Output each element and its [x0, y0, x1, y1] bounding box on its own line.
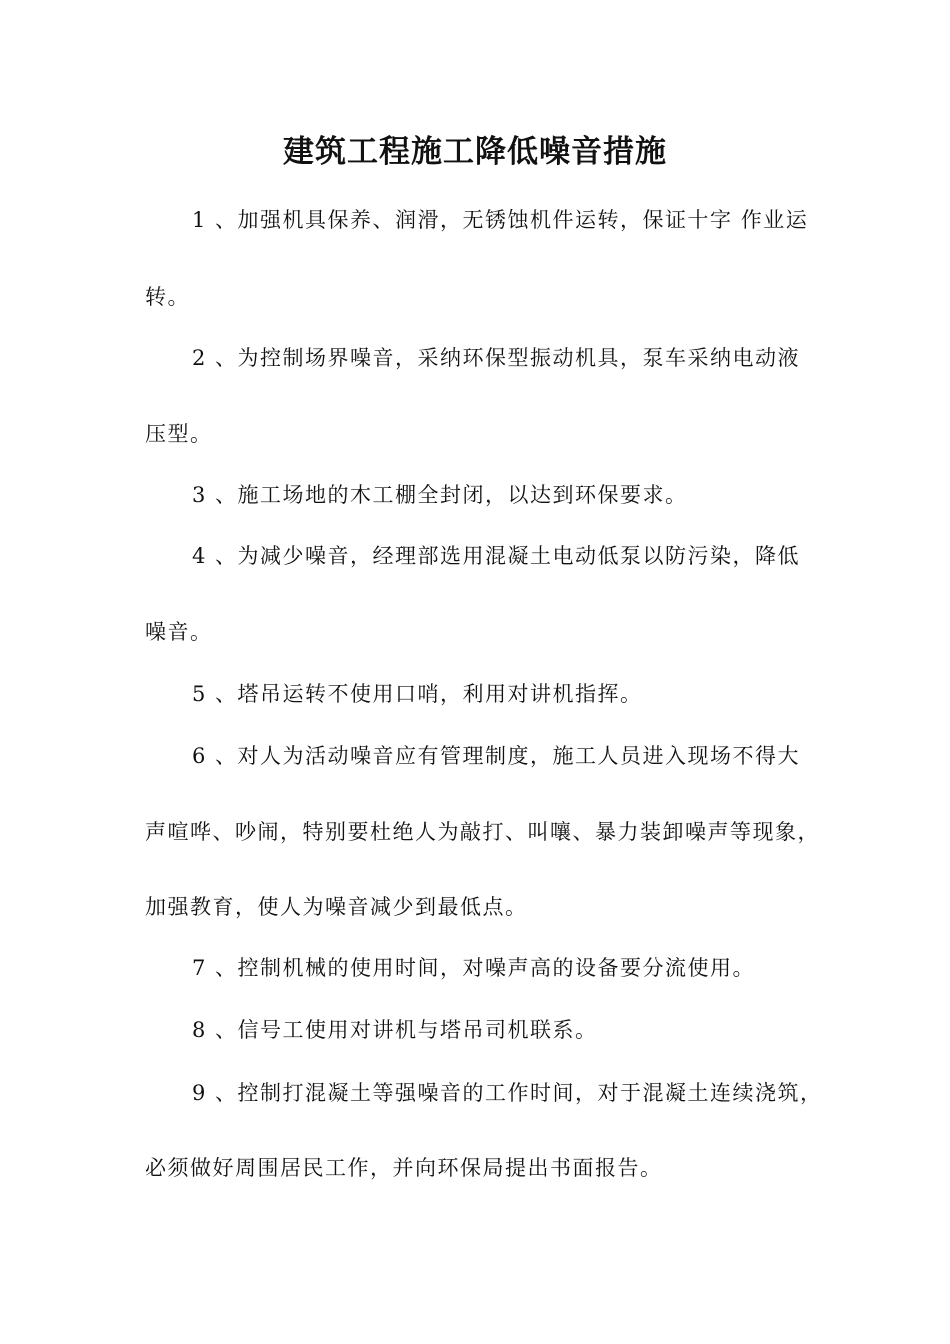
item-7-line-1: 7 、控制机械的使用时间，对噪声高的设备要分流使用。 [192, 956, 756, 980]
item-2-line-2: 压型。 [145, 422, 213, 446]
item-4-line-1: 4 、为减少噪音，经理部选用混凝土电动低泵以防污染，降低 [192, 544, 801, 568]
item-2-line-1: 2 、为控制场界噪音，采纳环保型振动机具，泵车采纳电动液 [192, 346, 801, 370]
item-3-line-1: 3 、施工场地的木工棚全封闭，以达到环保要求。 [192, 483, 688, 507]
item-5-line-1: 5 、塔吊运转不使用口哨，利用对讲机指挥。 [192, 682, 643, 706]
item-6-line-2: 声喧哗、吵闹，特别要杜绝人为敲打、叫嚷、暴力装卸噪声等现象， [145, 820, 820, 844]
item-9-line-2: 必须做好周围居民工作，并向环保局提出书面报告。 [145, 1156, 663, 1180]
item-6-line-1: 6 、对人为活动噪音应有管理制度，施工人员进入现场不得大 [192, 744, 801, 768]
item-4-line-2: 噪音。 [145, 620, 213, 644]
item-6-line-3: 加强教育，使人为噪音减少到最低点。 [145, 895, 528, 919]
item-9-line-1: 9 、控制打混凝土等强噪音的工作时间，对于混凝土连续浇筑， [192, 1081, 823, 1105]
item-1-line-2: 转。 [145, 285, 190, 309]
item-8-line-1: 8 、信号工使用对讲机与塔吊司机联系。 [192, 1018, 598, 1042]
document-title: 建筑工程施工降低噪音措施 [283, 134, 667, 170]
item-1-line-1: 1 、加强机具保养、润滑，无锈蚀机件运转，保证十字 作业运 [192, 208, 809, 232]
